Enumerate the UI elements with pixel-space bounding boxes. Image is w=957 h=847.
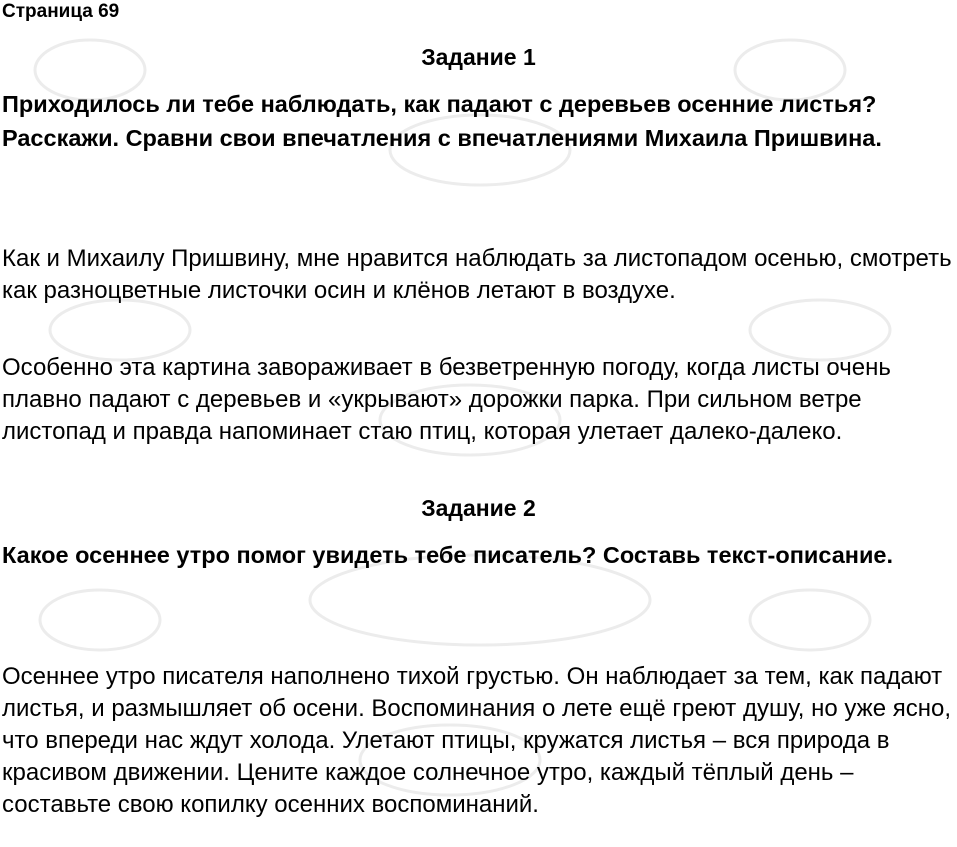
task-1-heading: Задание 1: [421, 44, 536, 70]
task-1-answer-paragraph-2: Особенно эта картина завораживает в безветренную погоду, когда листы очень плавно падают с деревьев и «укрывают» дорожки парка. При сильном ветре листопад и правда напоминает стаю птиц, которая улетает далеко-далеко.: [2, 354, 891, 445]
task-2-answer-paragraph-1: Осеннее утро писателя наполнено тихой грустью. Он наблюдает за тем, как падают листья, и размышляет об осени. Воспоминания о лете ещё греют душу, но уже ясно, что впереди нас ждут холода. Улетают птицы, кружатся листья – вся природа в красивом движении. Цените каждое солнечное утро, каждый тёплый день – составьте свою копилку осенних воспоминаний.: [2, 663, 952, 818]
task-2-question: Какое осеннее утро помог увидеть тебе писатель? Составь текст-описание.: [2, 542, 894, 568]
task-1-answer-paragraph-1: Как и Михаилу Пришвину, мне нравится наблюдать за листопадом осенью, смотреть как разноцветные листочки осин и клёнов летают в воздухе.: [2, 245, 952, 304]
task-1-question: Приходилось ли тебе наблюдать, как падают с деревьев осенние листья? Расскажи. Сравни свои впечатления с впечатлениями Михаила Пришвина.: [2, 91, 882, 151]
page-label: Страница 69: [2, 1, 120, 22]
task-2-heading: Задание 2: [421, 495, 536, 521]
